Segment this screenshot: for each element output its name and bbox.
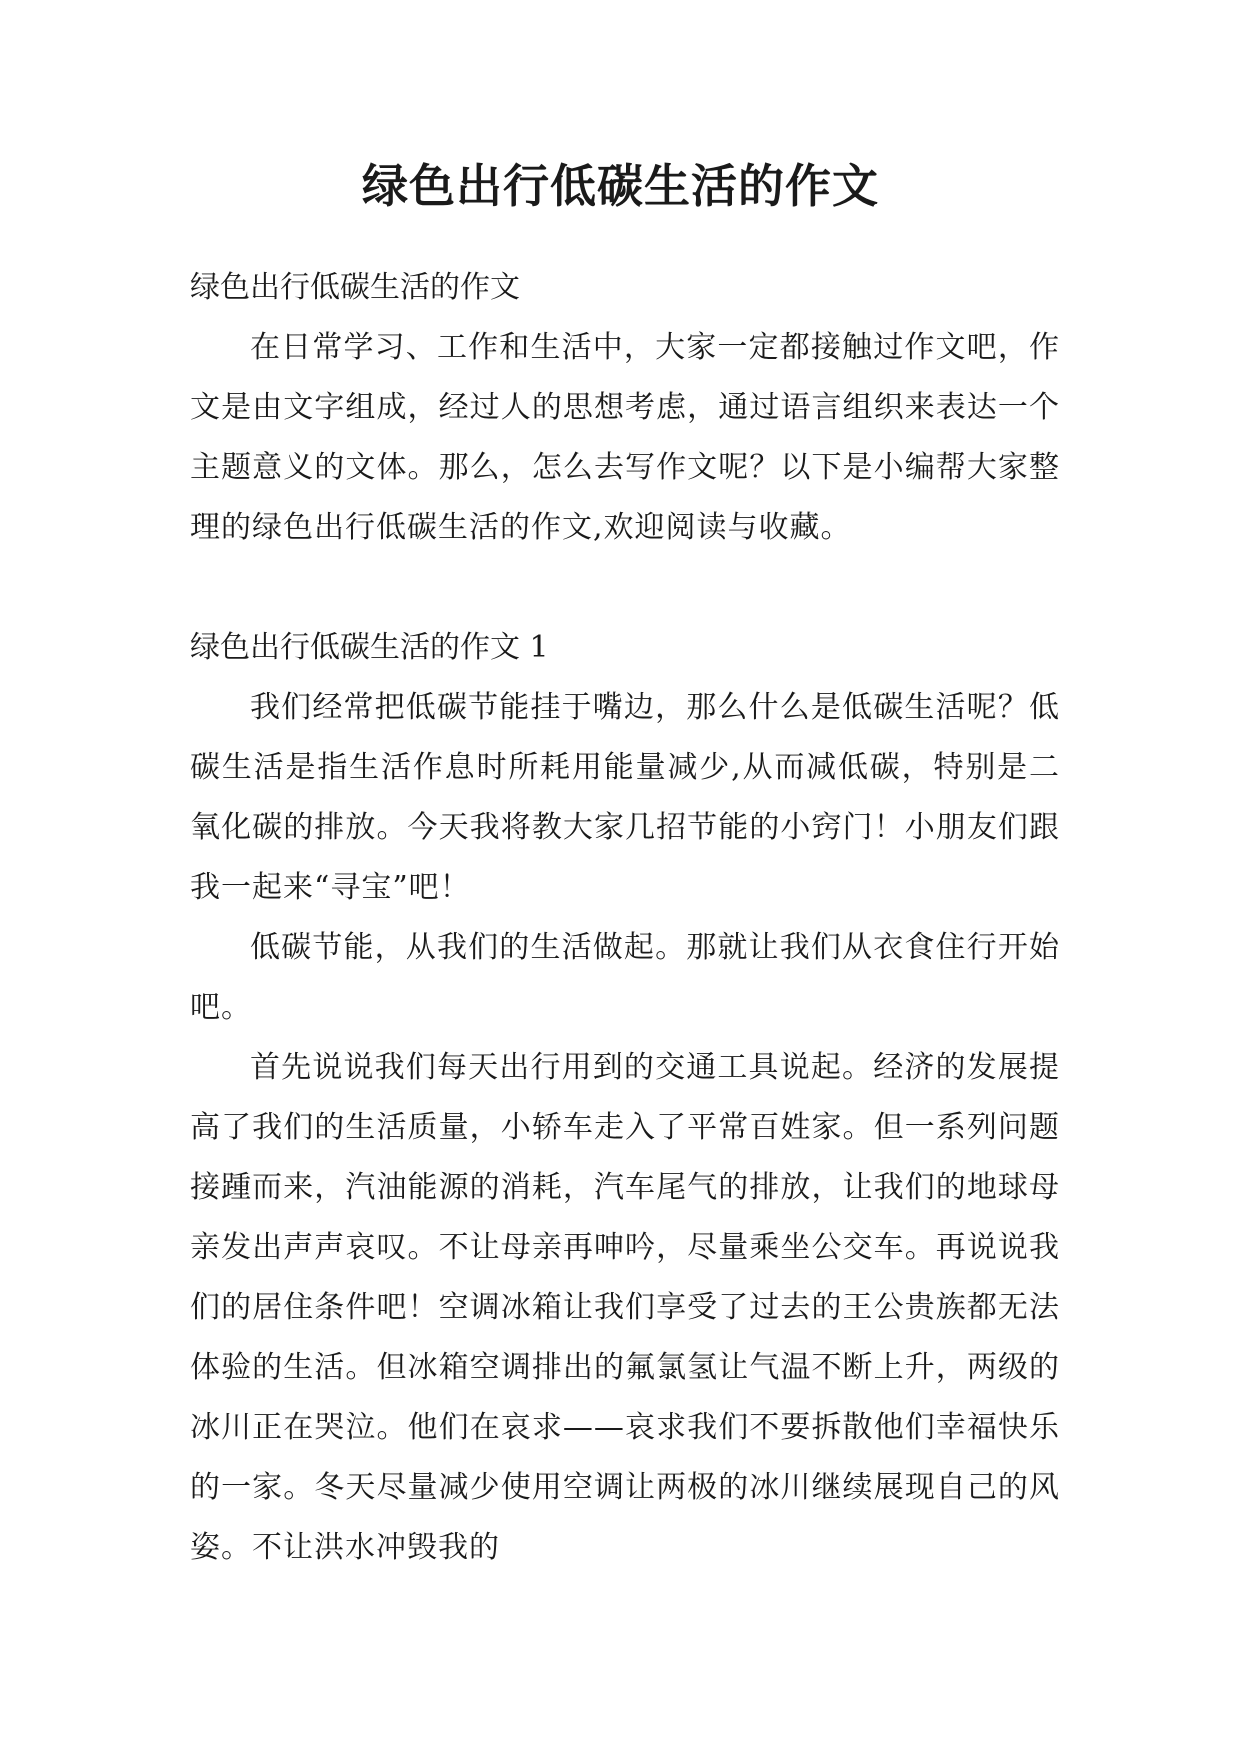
intro-heading: 绿色出行低碳生活的作文 (190, 270, 520, 305)
document-body (190, 258, 1060, 1578)
section-spacer (190, 558, 1060, 618)
section-heading: 绿色出行低碳生活的作文 1 (190, 630, 549, 665)
section-paragraph: 首先说说我们每天出行用到的交通工具说起。经济的发展提高了我们的生活质量，小轿车走入了平常百姓家。但一系列问题接踵而来，汽油能源的消耗，汽车尾气的排放，让我们的地球母亲发出声声哀叹。不让母亲再呻吟，尽量乘坐公交车。再说说我们的居住条件吧！空调冰箱让我们享受了过去的王公贵族都无法体验的生活。但冰箱空调排出的氟氯氢让气温不断上升，两级的冰川正在哭泣。他们在哀求——哀求我们不要拆散他们幸福快乐的一家。冬天尽量减少使用空调让两极的冰川继续展现自己的风姿。不让洪水冲毁我的 (190, 1050, 1060, 1565)
document-title: 绿色出行低碳生活的作文 (362, 159, 879, 213)
section-paragraph: 我们经常把低碳节能挂于嘴边，那么什么是低碳生活呢？低碳生活是指生活作息时所耗用能量减少,从而减低碳，特别是二氧化碳的排放。今天我将教大家几招节能的小窍门！小朋友们跟我一起来“寻宝”吧！ (190, 690, 1060, 905)
section-paragraph: 低碳节能，从我们的生活做起。那就让我们从衣食住行开始吧。 (190, 930, 1060, 1025)
intro-paragraph: 在日常学习、工作和生活中，大家一定都接触过作文吧，作文是由文字组成，经过人的思想考虑，通过语言组织来表达一个主题意义的文体。那么，怎么去写作文呢？以下是小编帮大家整理的绿色出行低碳生活的作文,欢迎阅读与收藏。 (190, 330, 1060, 545)
